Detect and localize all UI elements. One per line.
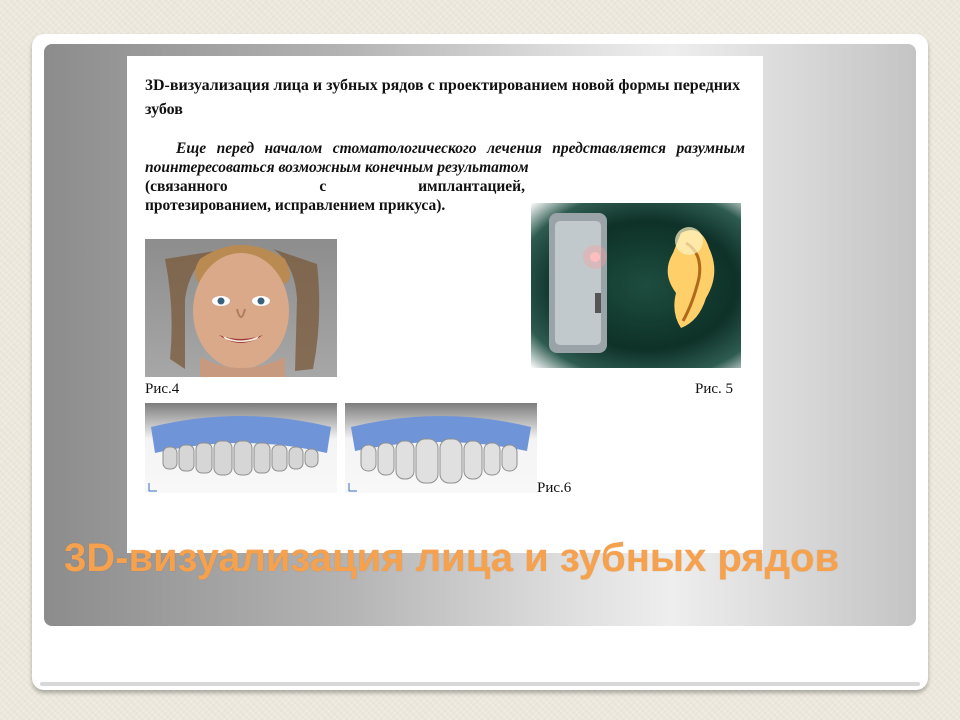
caption-figure-5: Рис. 5 <box>695 381 734 397</box>
slide-title: 3D-визуализация лица и зубных рядов <box>64 536 840 580</box>
caption-figure-4: Рис.4 <box>145 381 180 397</box>
dental-arch-scan-1 <box>145 403 337 493</box>
paragraph-line-2: протезированием, исправлением прикуса). <box>145 196 446 214</box>
document-image <box>127 56 763 553</box>
dental-arch-illustration-1 <box>145 403 337 493</box>
paragraph-line-1: (связанного с имплантацией, <box>145 178 525 195</box>
scanner-illustration <box>531 203 741 368</box>
face-illustration <box>145 239 337 377</box>
face-photo-figure <box>145 239 337 377</box>
caption-figure-6: Рис.6 <box>537 480 572 496</box>
scanner-photo-figure <box>531 203 741 368</box>
dental-arch-illustration-2 <box>345 403 537 493</box>
dental-arch-scan-2 <box>345 403 537 493</box>
document-heading: 3D-визуализация лица и зубных рядов с проектированием новой формы передних зубов <box>145 77 741 118</box>
document-paragraph-italic: Еще перед началом стоматологического лечения представляется разумным поинтересоваться возможным конечным результатом <box>145 140 745 176</box>
bottom-divider <box>40 682 920 686</box>
document-paragraph-plain <box>145 178 525 215</box>
